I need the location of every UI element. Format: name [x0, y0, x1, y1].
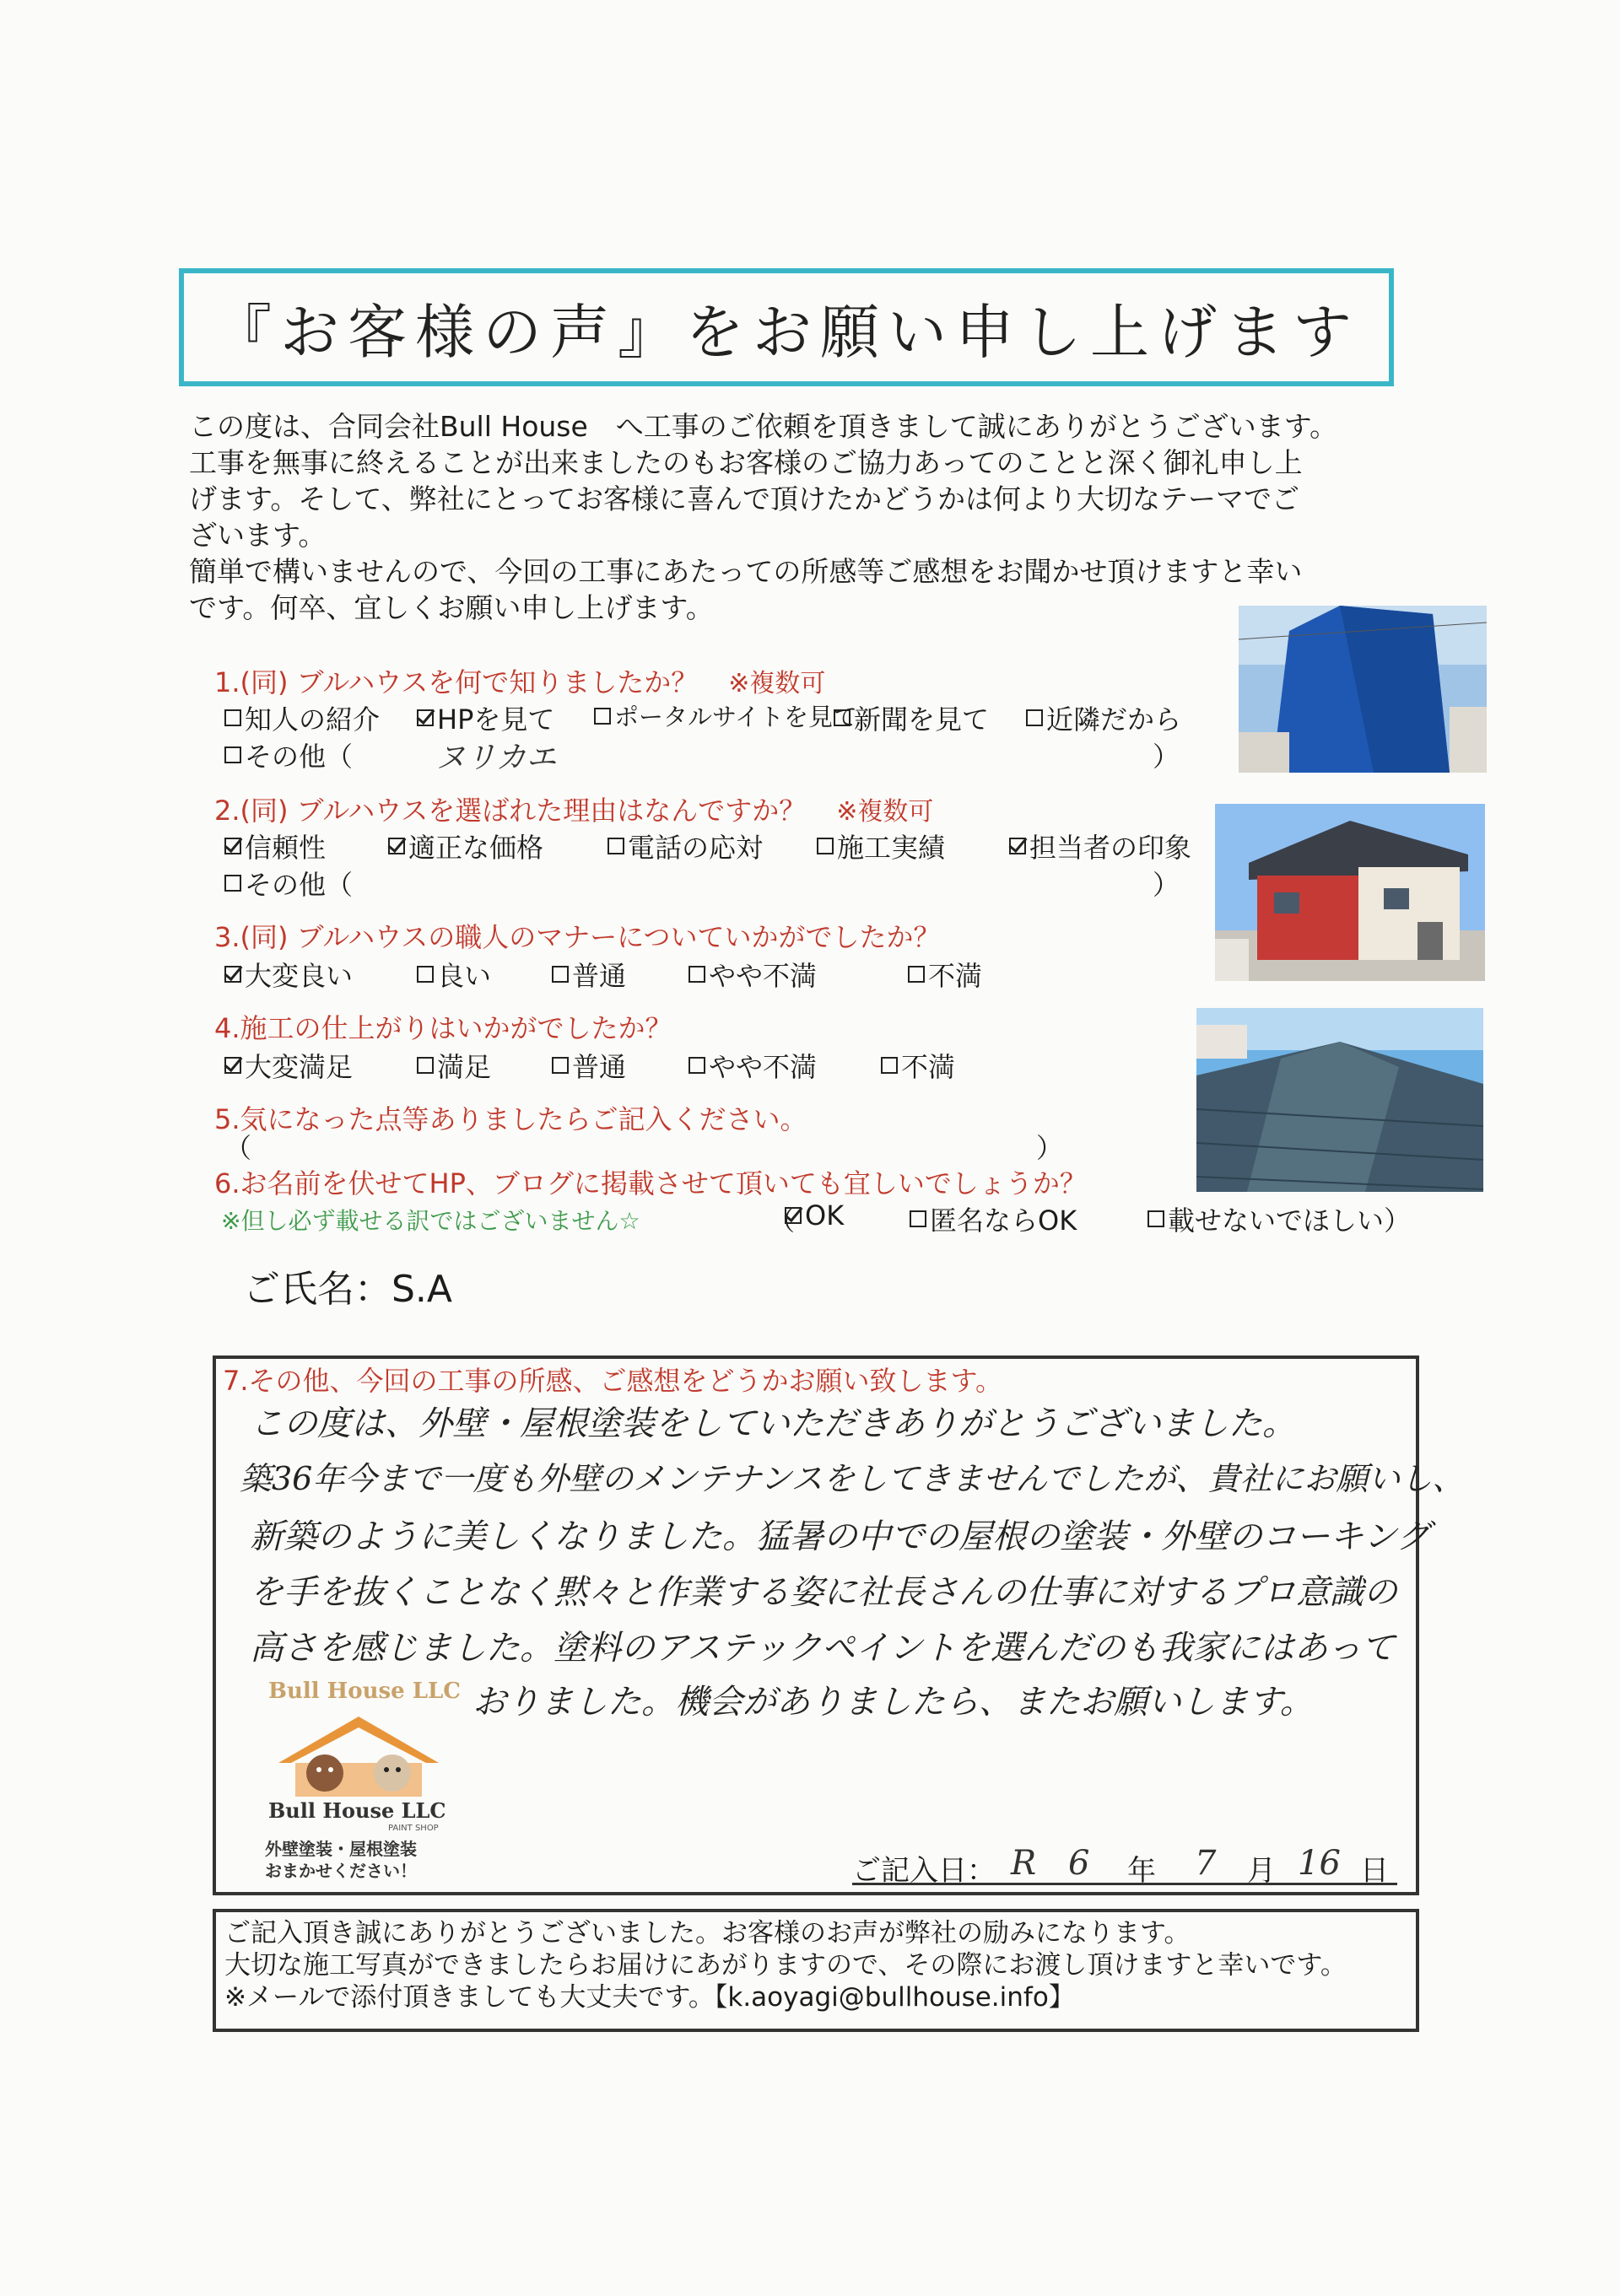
checkbox[interactable] — [688, 966, 705, 983]
intro-line: です。何卒、宜しくお願い申し上げます。 — [189, 591, 714, 624]
q5-title — [214, 1098, 807, 1137]
q2-title-text: 2.(同) ブルハウスを選ばれた理由はなんですか？ — [214, 795, 807, 827]
page-title: 『お客様の声』をお願い申し上げます — [213, 297, 1360, 367]
entry-date — [852, 1844, 1397, 1886]
option-label: 信頼性 — [245, 832, 327, 864]
option-label: OK — [805, 1199, 845, 1232]
q1-title-text: 1.(同) ブルハウスを何で知りましたか？ — [214, 666, 699, 698]
comment-line: 新築のように美しくなりました。猛暑の中での屋根の塗装・外壁のコーキング — [250, 1517, 1430, 1556]
q4-title — [214, 1007, 672, 1046]
checkbox[interactable] — [552, 1057, 569, 1074]
checkbox[interactable] — [834, 709, 850, 726]
q6-open-paren: （ — [768, 1205, 796, 1237]
checkbox[interactable] — [388, 838, 405, 854]
q1-option-hp[interactable] — [417, 698, 554, 737]
intro-line: 工事を無事に終えることが出来ましたのもお客様のご協力あってのことと深く御礼申し上 — [189, 446, 1303, 479]
checkbox[interactable] — [881, 1057, 898, 1074]
option-label: 電話の応対 — [628, 832, 764, 864]
q4-options — [224, 1046, 1110, 1083]
option-label: 担当者の印象 — [1029, 832, 1192, 864]
option-label: やや不満 — [709, 1051, 818, 1083]
company-logo — [262, 1679, 464, 1881]
date-label: ご記入日： — [852, 1854, 996, 1888]
option-label: 載せないでほしい） — [1168, 1205, 1412, 1237]
footer-line: ご記入頂き誠にありがとうございました。お客様のお声が弊社の励みになります。 — [224, 1918, 1191, 1948]
q4-option-very-satisfied[interactable] — [224, 1046, 353, 1085]
checkbox[interactable] — [817, 838, 834, 854]
date-year-unit: 年 — [1127, 1854, 1156, 1888]
q2-note: ※複数可 — [836, 797, 934, 827]
q5-title-text: 5.気になった点等ありましたらご記入ください。 — [214, 1103, 807, 1135]
option-label: 普通 — [572, 1051, 627, 1083]
q6-note: ※但し必ず載せる訳ではございません☆ — [221, 1207, 640, 1235]
q1-option-other[interactable] — [224, 736, 353, 774]
q2-title — [214, 790, 933, 828]
checkbox[interactable] — [1148, 1210, 1164, 1227]
title-box — [179, 268, 1394, 386]
date-day: 16 — [1298, 1844, 1341, 1883]
q3-option-good[interactable] — [417, 955, 491, 994]
comment-line: 高さを感じました。塗料のアステックペイントを選んだのも我家にはあって — [250, 1629, 1396, 1668]
checkbox[interactable] — [552, 966, 569, 983]
customer-name: ご氏名：S.A — [243, 1268, 453, 1311]
checkbox[interactable] — [785, 1207, 802, 1224]
intro-line: ざいます。 — [189, 519, 327, 552]
q4-option-satisfied[interactable] — [417, 1046, 491, 1085]
q1-other-row — [224, 736, 1178, 773]
q2-option-staff[interactable] — [1009, 827, 1191, 865]
q4-option-somewhat-unsatisfied[interactable] — [688, 1046, 817, 1085]
checkbox[interactable] — [224, 966, 241, 983]
intro-line: げます。そして、弊社にとってお客様に喜んで頂けたかどうかは何より大切なテーマでご — [189, 482, 1300, 515]
close-paren: ） — [1153, 741, 1180, 773]
checkbox[interactable] — [224, 709, 241, 726]
q1-option-neighborhood[interactable] — [1026, 698, 1181, 737]
checkbox[interactable] — [594, 708, 611, 725]
q3-options — [224, 955, 1110, 992]
option-label: 新聞を見て — [854, 703, 990, 736]
checkbox[interactable] — [1009, 838, 1026, 854]
q2-option-reliability[interactable] — [224, 827, 326, 865]
date-underline — [852, 1883, 1397, 1885]
option-label: 施工実績 — [837, 832, 946, 864]
logo-tagline: 外壁塗装・屋根塗装 — [265, 1839, 417, 1859]
q6-option-ok[interactable] — [785, 1199, 844, 1232]
q2-option-record[interactable] — [817, 827, 945, 865]
footer-line: ※メールで添付頂きましても大丈夫です。【k.aoyagi@bullhouse.info】 — [224, 1982, 1075, 2013]
logo-sub: PAINT SHOP — [388, 1824, 439, 1833]
option-label: やや不満 — [709, 960, 818, 992]
q1-options — [224, 698, 1195, 736]
option-label: 普通 — [572, 960, 627, 992]
option-label: 知人の紹介 — [245, 703, 381, 736]
logo-house-icon — [270, 1712, 447, 1797]
option-label: 適正な価格 — [408, 832, 544, 864]
logo-tagline: おまかせください！ — [265, 1861, 417, 1881]
q1-title — [214, 661, 825, 700]
q6-title-text: 6.お名前を伏せてHP、ブログに掲載させて頂いても宜しいでしょうか？ — [214, 1167, 1087, 1199]
option-label: HPを見て — [437, 703, 555, 736]
checkbox[interactable] — [688, 1057, 705, 1074]
checkbox[interactable] — [224, 1057, 241, 1074]
checkbox[interactable] — [417, 1057, 434, 1074]
intro-paragraph — [189, 408, 1421, 626]
q6-option-no-publish[interactable] — [1148, 1199, 1411, 1238]
footer-line: 大切な施工写真ができましたらお届けにあがりますので、その際にお渡し頂けますと幸いです。 — [224, 1950, 1347, 1981]
q3-title — [214, 916, 941, 955]
q6-option-anonymous-ok[interactable] — [910, 1199, 1077, 1238]
checkbox[interactable] — [224, 838, 241, 854]
checkbox[interactable] — [224, 875, 241, 892]
checkbox[interactable] — [224, 746, 241, 763]
q2-other-row — [224, 864, 1178, 901]
checkbox[interactable] — [417, 966, 434, 983]
option-label: 不満 — [901, 1051, 956, 1083]
q4-title-text: 4.施工の仕上がりはいかがでしたか？ — [214, 1012, 672, 1044]
q2-option-phone[interactable] — [608, 827, 763, 865]
checkbox[interactable] — [908, 966, 925, 983]
checkbox[interactable] — [417, 709, 434, 726]
option-label: その他（ — [245, 869, 354, 901]
date-era: R — [1011, 1844, 1037, 1883]
q3-option-very-good[interactable] — [224, 955, 353, 994]
comment-line: おりました。機会がありましたら、またお願いします。 — [472, 1683, 1314, 1722]
option-label: 不満 — [928, 960, 983, 992]
photo-roof — [1196, 1008, 1483, 1192]
intro-line: この度は、合同会社Bull House へ工事のご依頼を頂きまして誠にありがとうございます。 — [189, 410, 1338, 443]
comment-line: を手を抜くことなく黙々と作業する姿に社長さんの仕事に対するプロ意識の — [250, 1573, 1397, 1612]
option-label: 満足 — [437, 1051, 492, 1083]
q6-title — [214, 1162, 1087, 1201]
q2-option-other[interactable] — [224, 864, 353, 903]
option-label: ポータルサイトを見て — [614, 703, 857, 731]
close-paren: ） — [1153, 869, 1180, 901]
checkbox[interactable] — [608, 838, 624, 854]
photo-house — [1215, 804, 1485, 981]
q5-close-paren: ） — [1036, 1132, 1064, 1164]
q1-option-newspaper[interactable] — [834, 698, 989, 737]
date-day-unit: 日 — [1360, 1854, 1389, 1888]
q2-option-price[interactable] — [388, 827, 543, 865]
q4-option-normal[interactable] — [552, 1046, 626, 1085]
footer-box — [213, 1909, 1419, 2032]
option-label: その他（ — [245, 741, 354, 773]
q3-option-normal[interactable] — [552, 955, 626, 994]
date-month: 7 — [1195, 1844, 1217, 1883]
q1-note: ※複数可 — [728, 669, 826, 698]
checkbox[interactable] — [1026, 709, 1043, 726]
q1-other-value: ヌリカエ — [435, 741, 557, 775]
intro-line: 簡単で構いませんので、今回の工事にあたっての所感等ご感想をお聞かせ頂けますと幸い — [189, 555, 1303, 588]
logo-top-text: Bull House LLC — [268, 1679, 461, 1704]
option-label: 近隣だから — [1046, 703, 1182, 736]
q1-option-acquaintance[interactable] — [224, 698, 380, 737]
q3-title-text: 3.(同) ブルハウスの職人のマナーについていかがでしたか？ — [214, 921, 941, 953]
q4-option-unsatisfied[interactable] — [881, 1046, 955, 1085]
checkbox[interactable] — [910, 1210, 926, 1227]
q3-option-somewhat-unsatisfied[interactable] — [688, 955, 817, 994]
option-label: 良い — [437, 960, 492, 992]
option-label: 大変良い — [245, 960, 354, 992]
logo-name: Bull House LLC — [268, 1798, 446, 1823]
date-year: 6 — [1068, 1844, 1090, 1883]
q3-option-unsatisfied[interactable] — [908, 955, 982, 994]
comment-line: 築36年今まで一度も外壁のメンテナンスをしてきませんでしたが、貴社にお願いし、 — [240, 1460, 1465, 1497]
date-month-unit: 月 — [1247, 1854, 1276, 1888]
option-label: 匿名ならOK — [930, 1205, 1077, 1237]
comment-line: この度は、外壁・屋根塗装をしていただきありがとうございました。 — [250, 1404, 1296, 1443]
q2-options — [224, 827, 1203, 864]
q6-options — [768, 1199, 1412, 1237]
option-label: 大変満足 — [245, 1051, 354, 1083]
q1-option-portal[interactable] — [594, 698, 857, 733]
q5-open-paren: （ — [224, 1132, 252, 1164]
q7-title: 7.その他、今回の工事の所感、ご感想をどうかお願い致します。 — [223, 1365, 1002, 1397]
photo-scaffolding — [1239, 606, 1487, 773]
